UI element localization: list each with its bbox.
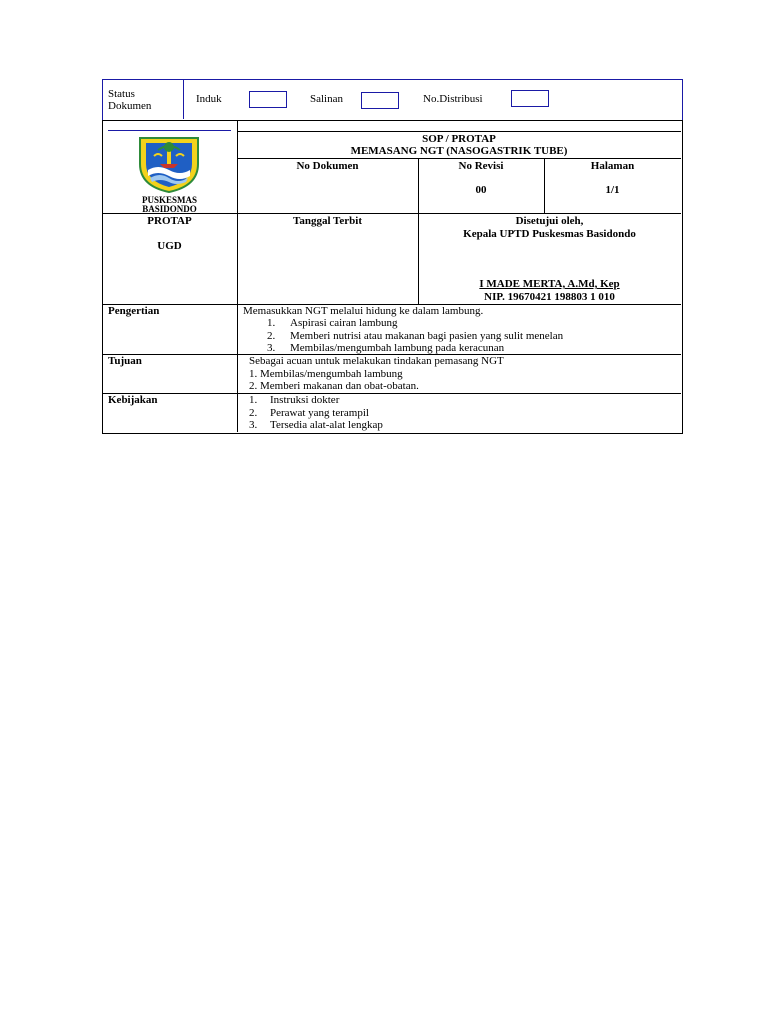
kebijakan-item-num: 3. xyxy=(249,419,258,431)
approver-name: I MADE MERTA, A.Md, Kep xyxy=(479,278,620,290)
pengertian-item-text: Aspirasi cairan lambung xyxy=(290,317,398,329)
doc-title: MEMASANG NGT (NASOGASTRIK TUBE) xyxy=(350,145,568,157)
pengertian-intro: Memasukkan NGT melalui hidung ke dalam lambung. xyxy=(243,305,484,317)
kebijakan-item-num: 2. xyxy=(249,407,258,419)
approver-nip: NIP. 19670421 198803 1 010 xyxy=(484,291,615,303)
table-rule xyxy=(237,131,681,132)
value-halaman: 1/1 xyxy=(605,184,620,196)
induk-checkbox[interactable] xyxy=(249,91,287,108)
tanggal-terbit-label: Tanggal Terbit xyxy=(293,215,362,227)
pengertian-item-text: Memberi nutrisi atau makanan bagi pasien yang sulit menelan xyxy=(290,330,564,342)
col-header-no-revisi: No Revisi xyxy=(458,160,504,172)
status-label-2: Dokumen xyxy=(108,100,152,112)
status-divider xyxy=(183,80,184,119)
pengertian-item-num: 1. xyxy=(267,317,276,329)
pengertian-item-text: Membilas/mengumbah lambung pada keracunan xyxy=(290,342,505,354)
tujuan-intro: Sebagai acuan untuk melakukan tindakan pemasang NGT xyxy=(249,355,504,367)
pengertian-item-num: 3. xyxy=(267,342,276,354)
pengertian-label: Pengertian xyxy=(108,305,160,317)
unit-label: UGD xyxy=(157,240,182,252)
doc-type: SOP / PROTAP xyxy=(422,133,496,145)
kebijakan-item-text: Perawat yang terampil xyxy=(270,407,369,419)
logo-caption-2: BASIDONDO xyxy=(142,204,197,214)
logo-caption-1: PUSKESMAS xyxy=(141,195,197,205)
tujuan-item: 2. Memberi makanan dan obat-obatan. xyxy=(249,380,419,392)
salinan-label: Salinan xyxy=(310,93,343,105)
kebijakan-item-num: 1. xyxy=(249,394,258,406)
kebijakan-label: Kebijakan xyxy=(108,394,158,406)
col-header-no-dokumen: No Dokumen xyxy=(296,160,359,172)
kebijakan-item-text: Instruksi dokter xyxy=(270,394,340,406)
distribusi-checkbox[interactable] xyxy=(511,90,549,107)
value-no-revisi: 00 xyxy=(475,184,487,196)
col-header-halaman: Halaman xyxy=(590,160,635,172)
distribusi-label: No.Distribusi xyxy=(423,93,483,105)
kebijakan-item-text: Tersedia alat-alat lengkap xyxy=(270,419,383,431)
kepala-label: Kepala UPTD Puskesmas Basidondo xyxy=(463,228,636,240)
disetujui-label: Disetujui oleh, xyxy=(515,215,584,227)
shield-emblem-icon xyxy=(136,134,202,194)
tujuan-item: 1. Membilas/mengumbah lambung xyxy=(249,368,403,380)
status-label-1: Status xyxy=(108,88,135,100)
salinan-checkbox[interactable] xyxy=(361,92,399,109)
protap-label: PROTAP xyxy=(147,215,192,227)
title-row-rule xyxy=(237,158,681,159)
logo-top-rule xyxy=(108,130,231,131)
puskesmas-logo xyxy=(136,134,202,194)
tujuan-bottom-rule xyxy=(102,393,681,394)
pengertian-item-num: 2. xyxy=(267,330,276,342)
induk-label: Induk xyxy=(196,93,222,105)
tujuan-label: Tujuan xyxy=(108,355,142,367)
